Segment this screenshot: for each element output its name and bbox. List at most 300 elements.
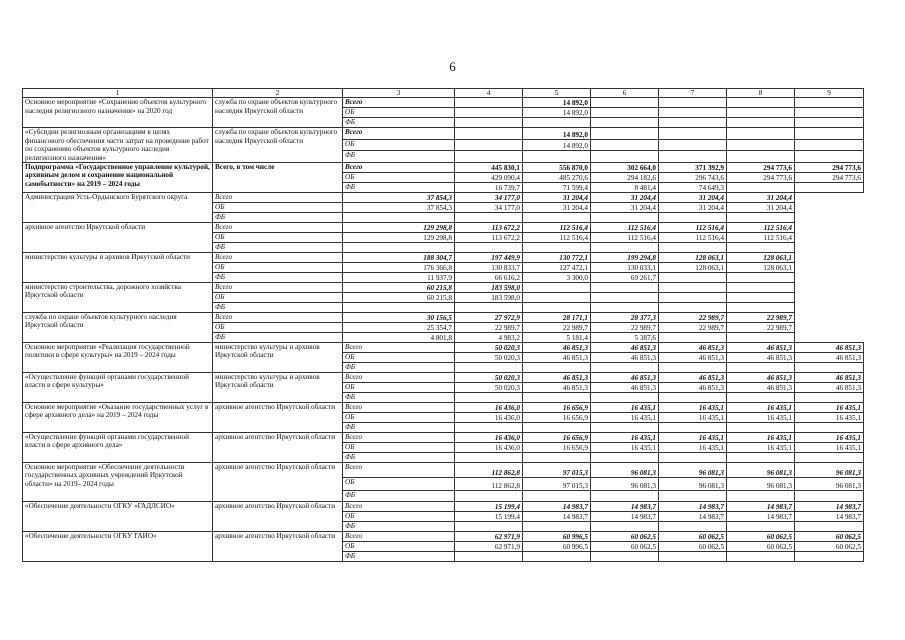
amount-cell: 188 304,7 xyxy=(343,253,455,263)
funding-source-cell: ФБ xyxy=(343,393,455,403)
amount-cell: 46 851,3 xyxy=(727,383,795,393)
amount-cell xyxy=(727,108,795,118)
amount-cell xyxy=(455,423,523,433)
funding-source-cell: Всего xyxy=(343,433,455,443)
funding-source-cell: ОБ xyxy=(343,139,455,151)
funding-source-cell: ОБ xyxy=(343,383,455,393)
amount-cell xyxy=(523,151,591,163)
funding-source-cell: Всего xyxy=(343,343,455,353)
amount-cell xyxy=(659,333,727,343)
amount-cell: 16 435,1 xyxy=(795,403,864,413)
amount-cell: 294 773,6 xyxy=(727,173,795,183)
amount-cell xyxy=(795,98,864,108)
amount-cell: 14 983,7 xyxy=(591,502,659,512)
amount-cell xyxy=(591,98,659,108)
amount-cell xyxy=(659,453,727,463)
activity-name-cell: «Обеспечение деятельности ОГКУ ГАИО» xyxy=(23,532,213,562)
activity-name-cell: Основное мероприятие «Реализация государственной политики в сфере культуры» на 2019 – 2024 годы xyxy=(23,343,213,373)
funding-source-cell: ОБ xyxy=(343,353,455,363)
amount-cell: 16 435,1 xyxy=(659,413,727,423)
column-header: 6 xyxy=(591,89,659,98)
amount-cell xyxy=(727,283,795,293)
amount-cell: 22 989,7 xyxy=(591,323,659,333)
amount-cell xyxy=(591,139,659,151)
funding-source-cell: ФБ xyxy=(343,363,455,373)
amount-cell xyxy=(795,522,864,532)
amount-cell: 556 870,0 xyxy=(523,163,591,173)
funding-source-cell: ОБ xyxy=(343,173,455,183)
amount-cell xyxy=(659,393,727,403)
amount-cell: 34 177,0 xyxy=(455,203,523,213)
amount-cell xyxy=(727,552,795,562)
column-header: 4 xyxy=(455,89,523,98)
amount-cell: 60 215,8 xyxy=(343,293,455,303)
amount-cell: 16 435,1 xyxy=(727,433,795,443)
amount-cell xyxy=(455,453,523,463)
amount-cell xyxy=(659,293,727,303)
amount-cell: 46 851,3 xyxy=(795,373,864,383)
amount-cell: 34 177,0 xyxy=(455,193,523,203)
amount-cell: 294 773,6 xyxy=(795,173,864,183)
table-row xyxy=(23,532,864,542)
amount-cell xyxy=(523,118,591,128)
amount-cell: 96 081,3 xyxy=(659,463,727,478)
amount-cell: 127 472,1 xyxy=(523,263,591,273)
amount-cell: 46 851,3 xyxy=(795,343,864,353)
amount-cell: 16 656,9 xyxy=(523,433,591,443)
responsible-executor-cell: архивное агентство Иркутской области xyxy=(213,502,343,532)
amount-cell: 112 516,4 xyxy=(591,223,659,233)
amount-cell: 16 435,1 xyxy=(795,443,864,453)
amount-cell: 46 851,3 xyxy=(523,343,591,353)
amount-cell: 31 204,4 xyxy=(523,193,591,203)
responsible-executor-cell: архивное агентство Иркутской области xyxy=(23,223,213,253)
amount-cell xyxy=(727,293,795,303)
funding-source-cell: ФБ xyxy=(343,491,455,502)
amount-cell: 22 989,7 xyxy=(659,323,727,333)
amount-cell: 302 664,0 xyxy=(591,163,659,173)
amount-cell: 37 854,3 xyxy=(343,203,455,213)
table-row xyxy=(23,98,864,108)
amount-cell: 31 204,4 xyxy=(523,203,591,213)
amount-cell: 130 772,1 xyxy=(523,253,591,263)
amount-cell xyxy=(795,183,864,193)
amount-cell xyxy=(523,283,591,293)
table-row xyxy=(23,223,864,233)
amount-cell: 112 516,4 xyxy=(591,233,659,243)
amount-cell: 16 656,9 xyxy=(523,443,591,453)
funding-source-cell: Всего xyxy=(213,283,343,293)
amount-cell: 485 270,6 xyxy=(523,173,591,183)
column-header: 3 xyxy=(343,89,455,98)
amount-cell xyxy=(795,453,864,463)
amount-cell xyxy=(795,552,864,562)
amount-cell: 112 516,4 xyxy=(727,233,795,243)
table-row xyxy=(23,193,864,203)
activity-name-cell: Подпрограмма «Государственное управление культурой, архивным делом и сохранение национальной самобытности» на 2019 – 2024 годы xyxy=(23,163,213,193)
amount-cell: 129 298,8 xyxy=(343,233,455,243)
page-number: 6 xyxy=(449,59,456,74)
amount-cell: 60 062,5 xyxy=(659,542,727,552)
amount-cell: 60 996,5 xyxy=(523,532,591,542)
amount-cell xyxy=(727,151,795,163)
funding-source-cell: Всего xyxy=(343,163,455,173)
amount-cell: 4 801,8 xyxy=(343,333,455,343)
activity-name-cell: «Осуществление функций органами государственной власти в сфере архивного дела» xyxy=(23,433,213,463)
amount-cell: 14 983,7 xyxy=(659,512,727,522)
amount-cell: 16 435,1 xyxy=(727,443,795,453)
amount-cell xyxy=(727,98,795,108)
amount-cell xyxy=(659,363,727,373)
amount-cell: 14 892,0 xyxy=(523,128,591,140)
column-header: 8 xyxy=(727,89,795,98)
amount-cell: 46 851,3 xyxy=(659,353,727,363)
table-row xyxy=(23,313,864,323)
amount-cell: 16 436,0 xyxy=(455,403,523,413)
amount-cell: 14 892,0 xyxy=(523,139,591,151)
amount-cell xyxy=(795,118,864,128)
amount-cell xyxy=(659,128,727,140)
amount-cell: 112 516,4 xyxy=(659,233,727,243)
amount-cell: 50 020,3 xyxy=(455,383,523,393)
amount-cell xyxy=(455,303,523,313)
amount-cell xyxy=(523,393,591,403)
amount-cell xyxy=(659,283,727,293)
funding-source-cell: ФБ xyxy=(343,183,455,193)
amount-cell: 96 081,3 xyxy=(591,463,659,478)
amount-cell xyxy=(591,243,659,253)
amount-cell: 60 062,5 xyxy=(795,532,864,542)
amount-cell: 46 851,3 xyxy=(795,353,864,363)
amount-cell: 112 516,4 xyxy=(727,223,795,233)
amount-cell: 199 294,8 xyxy=(591,253,659,263)
activity-name-cell: «Субсидии религиозным организациям в целях финансового обеспечения части затрат на проведение работ по сохранению объектов культурного наследия религиозного назначения» xyxy=(23,128,213,163)
funding-source-cell: Всего xyxy=(343,128,455,140)
amount-cell xyxy=(455,128,523,140)
amount-cell: 60 996,5 xyxy=(523,542,591,552)
funding-source-cell: ФБ xyxy=(213,333,343,343)
amount-cell xyxy=(591,283,659,293)
amount-cell: 8 481,4 xyxy=(591,183,659,193)
table-row xyxy=(23,343,864,353)
amount-cell: 14 983,7 xyxy=(727,512,795,522)
amount-cell: 128 063,1 xyxy=(659,253,727,263)
amount-cell: 16 435,1 xyxy=(591,413,659,423)
amount-cell xyxy=(591,118,659,128)
responsible-executor-cell: министерство строительства, дорожного хозяйства Иркутской области xyxy=(23,283,213,313)
amount-cell xyxy=(455,118,523,128)
funding-source-cell: ОБ xyxy=(343,443,455,453)
amount-cell: 3 300,0 xyxy=(523,273,591,283)
funding-source-cell: ОБ xyxy=(213,293,343,303)
amount-cell xyxy=(591,293,659,303)
amount-cell xyxy=(659,491,727,502)
funding-source-cell: ФБ xyxy=(213,273,343,283)
amount-cell: 197 449,9 xyxy=(455,253,523,263)
amount-cell xyxy=(659,273,727,283)
amount-cell xyxy=(795,139,864,151)
column-header: 9 xyxy=(795,89,864,98)
responsible-executor-cell: министерство культуры и архивов Иркутской области xyxy=(23,253,213,283)
amount-cell xyxy=(455,98,523,108)
amount-cell xyxy=(659,552,727,562)
amount-cell: 31 204,4 xyxy=(591,193,659,203)
amount-cell: 50 020,3 xyxy=(455,343,523,353)
amount-cell: 50 020,3 xyxy=(455,373,523,383)
amount-cell: 31 204,4 xyxy=(727,193,795,203)
column-header: 2 xyxy=(213,89,343,98)
amount-cell xyxy=(523,363,591,373)
amount-cell xyxy=(455,393,523,403)
amount-cell: 429 090,4 xyxy=(455,173,523,183)
amount-cell: 60 062,5 xyxy=(659,532,727,542)
responsible-executor-cell: архивное агентство Иркутской области xyxy=(213,463,343,502)
amount-cell: 22 989,7 xyxy=(523,323,591,333)
table-row xyxy=(23,463,864,478)
amount-cell xyxy=(727,243,795,253)
funding-source-cell: ОБ xyxy=(343,478,455,491)
amount-cell xyxy=(659,243,727,253)
funding-source-cell: ФБ xyxy=(343,118,455,128)
amount-cell: 16 435,1 xyxy=(795,433,864,443)
amount-cell: 16 435,1 xyxy=(727,403,795,413)
amount-cell xyxy=(523,213,591,223)
amount-cell: 14 983,7 xyxy=(727,502,795,512)
amount-cell: 130 033,1 xyxy=(591,263,659,273)
amount-cell: 74 649,3 xyxy=(659,183,727,193)
amount-cell xyxy=(795,393,864,403)
amount-cell xyxy=(523,491,591,502)
amount-cell: 31 204,4 xyxy=(659,203,727,213)
amount-cell xyxy=(591,423,659,433)
amount-cell: 96 081,3 xyxy=(727,478,795,491)
amount-cell xyxy=(727,303,795,313)
amount-cell: 46 851,3 xyxy=(523,383,591,393)
amount-cell: 60 062,5 xyxy=(727,542,795,552)
table-row xyxy=(23,403,864,413)
amount-cell: 97 015,3 xyxy=(523,463,591,478)
amount-cell: 27 972,9 xyxy=(455,313,523,323)
amount-cell: 294 773,6 xyxy=(795,163,864,173)
amount-cell: 22 989,7 xyxy=(455,323,523,333)
funding-source-cell: ФБ xyxy=(343,552,455,562)
amount-cell xyxy=(659,139,727,151)
amount-cell: 112 862,8 xyxy=(455,478,523,491)
amount-cell xyxy=(523,243,591,253)
funding-source-cell: Всего xyxy=(213,193,343,203)
amount-cell xyxy=(343,213,455,223)
amount-cell: 14 983,7 xyxy=(795,512,864,522)
amount-cell: 71 599,4 xyxy=(523,183,591,193)
amount-cell: 62 971,9 xyxy=(455,532,523,542)
activity-name-cell: Основное мероприятие «Сохранение объектов культурного наследия религиозного назначения» на 2020 год xyxy=(23,98,213,128)
table-row xyxy=(23,128,864,140)
amount-cell xyxy=(455,139,523,151)
amount-cell: 14 983,7 xyxy=(591,512,659,522)
amount-cell: 97 015,3 xyxy=(523,478,591,491)
amount-cell: 46 851,3 xyxy=(727,343,795,353)
activity-name-cell: Основное мероприятие «Обеспечение деятельности государственных архивных учреждений Иркутской области» на 2019– 2024 годы xyxy=(23,463,213,502)
amount-cell: 371 392,9 xyxy=(659,163,727,173)
funding-source-cell: Всего xyxy=(343,403,455,413)
amount-cell: 112 862,8 xyxy=(455,463,523,478)
amount-cell xyxy=(523,522,591,532)
amount-cell: 46 851,3 xyxy=(591,383,659,393)
amount-cell: 62 971,9 xyxy=(455,542,523,552)
activity-name-cell: Основное мероприятие «Оказание государственных услуг в сфере архивного дела» на 2019 – 2024 годы xyxy=(23,403,213,433)
amount-cell: 60 062,5 xyxy=(591,532,659,542)
amount-cell: 28 377,3 xyxy=(591,313,659,323)
amount-cell: 37 854,3 xyxy=(343,193,455,203)
amount-cell: 16 435,1 xyxy=(795,413,864,423)
amount-cell: 16 435,1 xyxy=(591,433,659,443)
amount-cell: 296 743,6 xyxy=(659,173,727,183)
amount-cell: 183 598,0 xyxy=(455,283,523,293)
amount-cell: 50 020,3 xyxy=(455,353,523,363)
funding-source-cell: ФБ xyxy=(343,453,455,463)
amount-cell: 96 081,3 xyxy=(727,463,795,478)
amount-cell: 4 983,2 xyxy=(455,333,523,343)
funding-source-cell: Всего xyxy=(343,463,455,478)
responsible-executor-cell: архивное агентство Иркутской области xyxy=(213,433,343,463)
amount-cell xyxy=(591,491,659,502)
amount-cell: 46 851,3 xyxy=(659,343,727,353)
activity-name-cell: «Обеспечение деятельности ОГКУ «ГАДЛСИО» xyxy=(23,502,213,532)
amount-cell: 113 672,2 xyxy=(455,233,523,243)
amount-cell xyxy=(727,491,795,502)
amount-cell: 46 851,3 xyxy=(591,343,659,353)
funding-source-cell: ОБ xyxy=(213,323,343,333)
amount-cell: 31 204,4 xyxy=(727,203,795,213)
amount-cell: 16 435,1 xyxy=(659,433,727,443)
amount-cell: 46 851,3 xyxy=(523,353,591,363)
amount-cell xyxy=(659,151,727,163)
funding-source-cell: Всего xyxy=(343,502,455,512)
responsible-executor-cell: служба по охране объектов культурного наследия Иркутской области xyxy=(23,313,213,343)
amount-cell: 46 851,3 xyxy=(727,373,795,383)
table-row xyxy=(23,433,864,443)
amount-cell: 96 081,3 xyxy=(795,463,864,478)
column-header: 5 xyxy=(523,89,591,98)
amount-cell: 183 598,0 xyxy=(455,293,523,303)
table-row xyxy=(23,502,864,512)
amount-cell xyxy=(455,491,523,502)
amount-cell xyxy=(727,139,795,151)
amount-cell xyxy=(455,108,523,118)
amount-cell xyxy=(523,453,591,463)
amount-cell: 16 435,1 xyxy=(591,403,659,413)
amount-cell: 22 989,7 xyxy=(727,323,795,333)
amount-cell xyxy=(455,363,523,373)
amount-cell: 445 830,1 xyxy=(455,163,523,173)
amount-cell: 16 436,0 xyxy=(455,433,523,443)
responsible-executor-cell: архивное агентство Иркутской области xyxy=(213,403,343,433)
amount-cell xyxy=(591,108,659,118)
amount-cell xyxy=(591,453,659,463)
funding-source-cell: Всего xyxy=(343,373,455,383)
amount-cell: 294 773,6 xyxy=(727,163,795,173)
amount-cell: 15 199,4 xyxy=(455,512,523,522)
amount-cell: 5 181,4 xyxy=(523,333,591,343)
column-header: 7 xyxy=(659,89,727,98)
amount-cell xyxy=(727,183,795,193)
funding-source-cell: ОБ xyxy=(343,413,455,423)
amount-cell: 96 081,3 xyxy=(795,478,864,491)
table-row xyxy=(23,253,864,263)
funding-source-cell: Всего xyxy=(213,223,343,233)
responsible-executor-cell: Администрация Усть-Ордынского Бурятского округа xyxy=(23,193,213,223)
amount-cell: 16 436,0 xyxy=(455,413,523,423)
table-row xyxy=(23,373,864,383)
amount-cell: 128 063,1 xyxy=(727,263,795,273)
amount-cell: 16 436,0 xyxy=(455,443,523,453)
amount-cell: 31 204,4 xyxy=(659,193,727,203)
responsible-executor-cell: служба по охране объектов культурного наследия Иркутской области xyxy=(213,128,343,163)
amount-cell xyxy=(795,128,864,140)
amount-cell: 69 261,7 xyxy=(591,273,659,283)
amount-cell: 46 851,3 xyxy=(727,353,795,363)
amount-cell xyxy=(795,151,864,163)
amount-cell xyxy=(727,128,795,140)
amount-cell: 128 063,1 xyxy=(659,263,727,273)
amount-cell xyxy=(343,303,455,313)
funding-source-cell: ФБ xyxy=(343,522,455,532)
amount-cell: 294 182,6 xyxy=(591,173,659,183)
amount-cell xyxy=(591,128,659,140)
funding-source-cell: ФБ xyxy=(343,151,455,163)
amount-cell: 16 739,7 xyxy=(455,183,523,193)
amount-cell xyxy=(659,118,727,128)
amount-cell xyxy=(591,522,659,532)
amount-cell: 16 435,1 xyxy=(591,443,659,453)
amount-cell: 112 516,4 xyxy=(523,233,591,243)
amount-cell: 28 171,1 xyxy=(523,313,591,323)
amount-cell xyxy=(727,118,795,128)
column-header: 1 xyxy=(23,89,213,98)
header-row xyxy=(23,89,864,98)
amount-cell: 46 851,3 xyxy=(591,373,659,383)
amount-cell xyxy=(727,522,795,532)
amount-cell xyxy=(659,213,727,223)
amount-cell xyxy=(659,423,727,433)
amount-cell xyxy=(727,363,795,373)
amount-cell: 46 851,3 xyxy=(659,373,727,383)
amount-cell: 14 983,7 xyxy=(523,512,591,522)
amount-cell: 46 851,3 xyxy=(795,383,864,393)
responsible-executor-cell: служба по охране объектов культурного наследия Иркутской области xyxy=(213,98,343,128)
amount-cell: 22 989,7 xyxy=(727,313,795,323)
amount-cell: 130 833,7 xyxy=(455,263,523,273)
amount-cell: 113 672,2 xyxy=(455,223,523,233)
amount-cell: 11 937,9 xyxy=(343,273,455,283)
amount-cell: 31 204,4 xyxy=(591,203,659,213)
funding-source-cell: ОБ xyxy=(343,108,455,118)
responsible-executor-cell: Всего, в том числе xyxy=(213,163,343,193)
funding-source-cell: ОБ xyxy=(343,512,455,522)
funding-source-cell: Всего xyxy=(213,313,343,323)
amount-cell: 112 516,4 xyxy=(659,223,727,233)
funding-source-cell: Всего xyxy=(343,532,455,542)
amount-cell xyxy=(455,151,523,163)
amount-cell xyxy=(523,423,591,433)
amount-cell xyxy=(659,108,727,118)
amount-cell xyxy=(455,243,523,253)
amount-cell xyxy=(727,423,795,433)
amount-cell xyxy=(727,273,795,283)
amount-cell xyxy=(795,108,864,118)
amount-cell: 14 983,7 xyxy=(659,502,727,512)
amount-cell xyxy=(659,303,727,313)
